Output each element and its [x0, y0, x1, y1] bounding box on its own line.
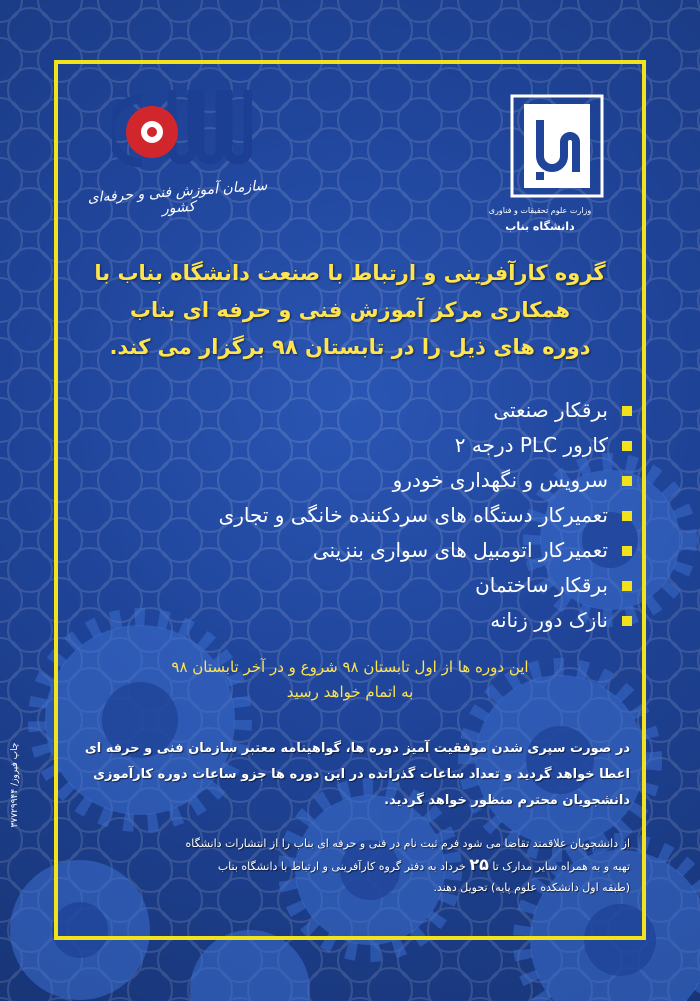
course-label: کارور PLC درجه ۲	[454, 433, 608, 457]
university-name: دانشگاه بناب	[505, 220, 575, 233]
register-text: خرداد به دفتر گروه کارآفرینی و ارتباط با دانشگاه بناب	[217, 860, 466, 873]
bullet-icon	[622, 546, 632, 556]
course-label: نازک دور زنانه	[490, 608, 608, 632]
bullet-icon	[622, 406, 632, 416]
course-label: برقکار ساختمان	[475, 573, 608, 597]
register-line	[60, 854, 630, 877]
course-item	[112, 463, 632, 498]
register-text: تهیه و به همراه سایر مدارک تا	[492, 860, 630, 873]
course-label: سرویس و نگهداری خودرو	[392, 468, 608, 492]
schedule-note	[80, 655, 620, 705]
bullet-icon	[622, 581, 632, 591]
register-line: (طبقه اول دانشکده علوم پایه) تحویل دهند.	[433, 881, 630, 894]
university-ministry: وزارت علوم تحقیقات و فناوری	[488, 206, 592, 215]
headline-line: همکاری مرکز آموزش فنی و حرفه ای بناب	[129, 298, 571, 322]
certificate-line: در صورت سپری شدن موفقیت آمیز دوره ها، گواهینامه معتبر سازمان فنی و حرفه ای	[84, 741, 630, 756]
bullet-icon	[622, 616, 632, 626]
course-item	[112, 603, 632, 638]
university-logo-icon	[510, 94, 604, 198]
course-label: تعمیرکار اتومبیل های سواری بنزینی	[312, 538, 608, 562]
course-item	[112, 568, 632, 603]
course-item	[112, 498, 632, 533]
headline-line: دوره های ذیل را در تابستان ۹۸ برگزار می کند.	[109, 335, 591, 359]
registration-note	[60, 833, 630, 898]
course-label: تعمیرکار دستگاه های سردکننده خانگی و تجاری	[218, 503, 608, 527]
schedule-line: این دوره ها از اول تابستان ۹۸ شروع و در آخر تابستان ۹۸	[171, 658, 529, 676]
bullet-icon	[622, 476, 632, 486]
bullet-icon	[622, 511, 632, 521]
tvto-logo-icon	[112, 84, 252, 174]
certificate-note	[60, 736, 630, 814]
register-line: از دانشجویان علاقمند تقاضا می شود فرم ثبت نام در فنی و حرفه ای بناب را از انتشارات دانشگاه	[185, 837, 630, 850]
headline-line: گروه کارآفرینی و ارتباط با صنعت دانشگاه بناب با	[94, 261, 606, 285]
course-list	[112, 393, 632, 638]
course-item	[112, 393, 632, 428]
print-info: چاپ فیروز/ ۳۷۷۲۹۹۴۴	[10, 742, 20, 828]
bullet-icon	[622, 441, 632, 451]
certificate-line: دانشجویان محترم منظور خواهد گردید.	[384, 793, 630, 808]
register-deadline: ۲۵	[469, 855, 489, 874]
tvto-caption: سازمان آموزش فنی و حرفه‌ای کشور	[87, 177, 268, 218]
course-item	[112, 428, 632, 463]
schedule-line: به اتمام خواهد رسید	[286, 683, 414, 701]
headline	[80, 255, 620, 366]
course-label: برقکار صنعتی	[493, 398, 608, 422]
course-item	[112, 533, 632, 568]
certificate-line: اعطا خواهد گردید و تعداد ساعات گذرانده در این دوره ها جزو ساعات دوره کارآموزی	[93, 767, 630, 782]
